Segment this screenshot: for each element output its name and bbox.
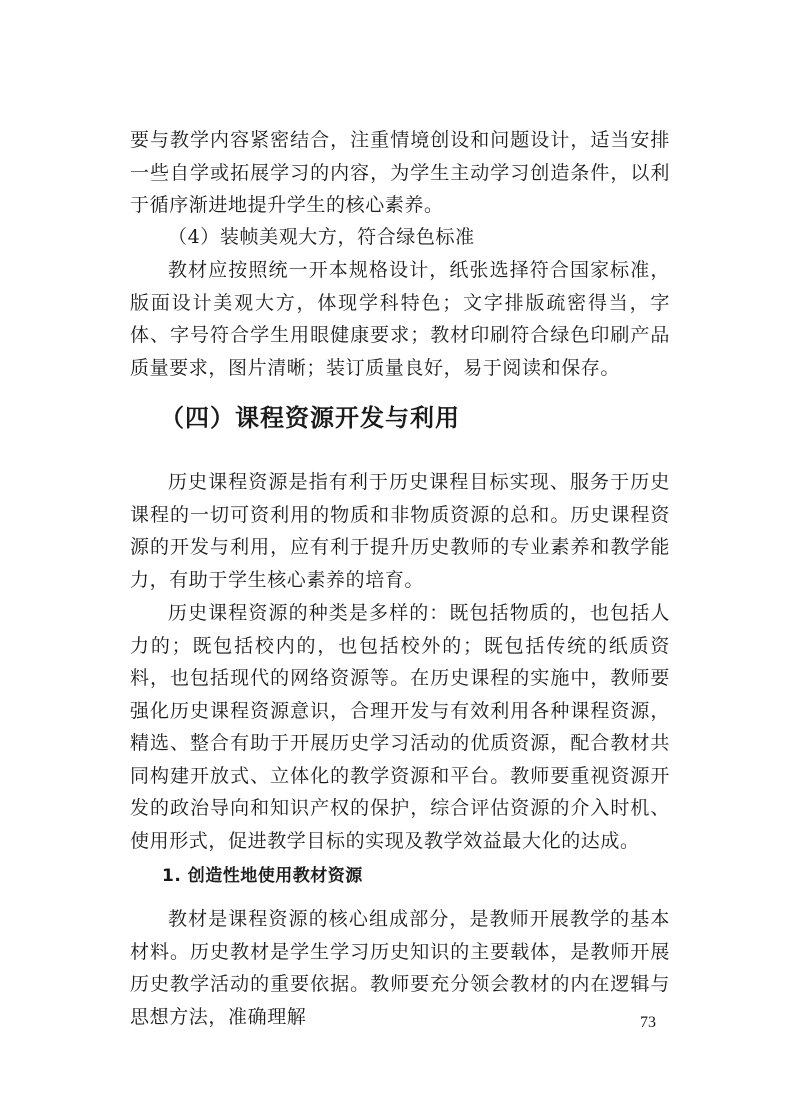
- item-4-body: 教材应按照统一开本规格设计，纸张选择符合国家标准，版面设计美观大方，体现学科特色；文字排版疏密得当，字体、字号符合学生用眼健康要求；教材印刷符合绿色印刷产品质量要求，图片清晰；装订质量良好，易于阅读和保存。: [130, 259, 670, 379]
- section-paragraph-2: 历史课程资源的种类是多样的：既包括物质的，也包括人力的；既包括校内的，也包括校外的；既包括传统的纸质资料，也包括现代的网络资源等。在历史课程的实施中，教师要强化历史课程资源意识，合理开发与有效利用各种课程资源，精选、整合有助于开展历史学习活动的优质资源，配合教材共同构建开放式、立体化的教学资源和平台。教师要重视资源开发的政治导向和知识产权的保护，综合评估资源的介入时机、使用形式，促进教学目标的实现及教学效益最大化的达成。: [130, 602, 670, 852]
- subsection-paragraph: 教材是课程资源的核心组成部分，是教师开展教学的基本材料。历史教材是学生学习历史知识的主要载体，是教师开展历史教学活动的重要依据。教师要充分领会教材的内在逻辑与思想方法，准确理解: [130, 908, 670, 1028]
- item-4-title: （4）装帧美观大方，符合绿色标准: [168, 226, 475, 248]
- section-heading: （四）课程资源开发与利用: [160, 404, 460, 432]
- paragraph-continuation: 要与教学内容紧密结合，注重情境创设和问题设计，适当安排一些自学或拓展学习的内容，为学生主动学习创造条件，以利于循序渐进地提升学生的核心素养。: [130, 129, 670, 216]
- page-number: 73: [640, 1014, 656, 1031]
- section-paragraph-1: 历史课程资源是指有利于历史课程目标实现、服务于历史课程的一切可资利用的物质和非物质资源的总和。历史课程资源的开发与利用，应有利于提升历史教师的专业素养和教学能力，有助于学生核心素养的培育。: [130, 471, 670, 591]
- subsection-heading: 1. 创造性地使用教材资源: [162, 866, 363, 886]
